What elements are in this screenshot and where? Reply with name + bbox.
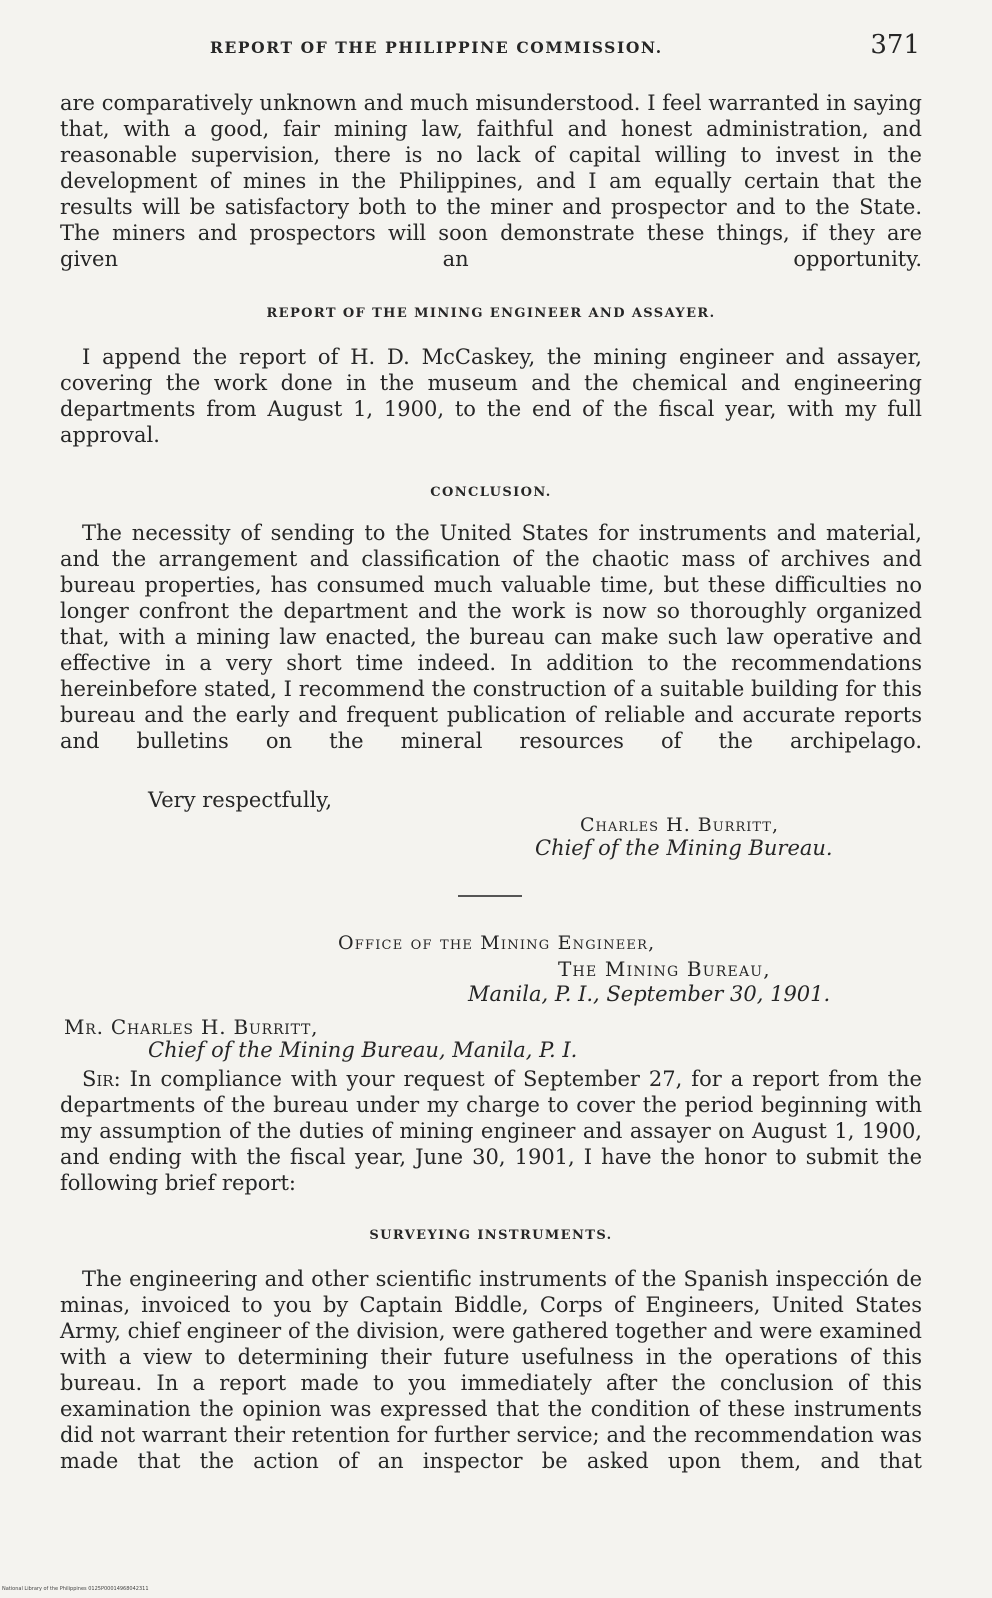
intro-paragraph: are comparatively unknown and much misunderstood. I feel warranted in saying that, with a good, fair mining law, faithful and honest administration, and reasonable supervision, there is no lack of capital willing to invest in the development of mines in the Philippines, and I am equally certain that the results will be satisfactory both to the miner and prospector and to the State. The miners and prospectors will soon demonstrate these things, if they are given an opportunity.: [60, 91, 922, 271]
letter-body-text: In compliance with your request of September 27, for a report from the departments of the bureau under my charge to cover the period beginning with my assumption of the duties of mining engineer and assayer on August 1, 1900, and ending with the fiscal year, June 30, 1901, I have the honor to submit the following brief report:: [60, 1067, 922, 1195]
letter-body-paragraph: [60, 1066, 922, 1196]
closing-salutation: Very respectfully,: [148, 788, 333, 812]
section-divider: [458, 895, 522, 897]
surveying-paragraph: The engineering and other scientific instruments of the Spanish inspección de minas, invoiced to you by Captain Biddle, Corps of Engineers, United States Army, chief engineer of the division, were gathered together and were examined with a view to determining their future usefulness in the operations of this bureau. In a report made to you immediately after the conclusion of this examination the opinion was expressed that the condition of these instruments did not warrant their retention for further service; and the recommendation was made that the action of an inspector be asked upon them, and that: [60, 1267, 922, 1473]
place-date: Manila, P. I., September 30, 1901.: [468, 982, 831, 1006]
office-line-2: The Mining Bureau,: [558, 957, 771, 981]
section-heading-report: REPORT OF THE MINING ENGINEER AND ASSAYER.: [266, 306, 716, 321]
addressee-title: Chief of the Mining Bureau, Manila, P. I.: [148, 1038, 578, 1062]
office-line-1: Office of the Mining Engineer,: [338, 932, 656, 954]
conclusion-paragraph: The necessity of sending to the United States for instruments and material, and the arrangement and classification of the chaotic mass of archives and bureau properties, has consumed much valuable time, but these difficulties no longer confront the department and the work is now so thoroughly organized that, with a mining law enacted, the bureau can make such law operative and effective in a very short time indeed. In addition to the recommendations hereinbefore stated, I recommend the construction of a suitable building for this bureau and the early and frequent publication of reliable and accurate reports and bulletins on the mineral resources of the archipelago.: [60, 521, 922, 753]
section-heading-conclusion: CONCLUSION.: [430, 485, 552, 500]
addressee-name: Mr. Charles H. Burritt,: [64, 1015, 319, 1039]
signer-name: Charles H. Burritt,: [580, 814, 780, 836]
running-head: [60, 30, 920, 66]
signer-title: Chief of the Mining Bureau.: [535, 836, 833, 860]
section-heading-surveying: SURVEYING INSTRUMENTS.: [369, 1228, 613, 1243]
page-number: 371: [870, 30, 920, 60]
footer-note: National Library of the Philippines 0125P00014968042311: [2, 1586, 149, 1592]
running-title: REPORT OF THE PHILIPPINE COMMISSION.: [210, 38, 663, 57]
sir-salutation: Sir:: [82, 1067, 121, 1091]
report-paragraph: I append the report of H. D. McCaskey, the mining engineer and assayer, covering the work done in the museum and the chemical and engineering departments from August 1, 1900, to the end of the fiscal year, with my full approval.: [60, 345, 922, 447]
